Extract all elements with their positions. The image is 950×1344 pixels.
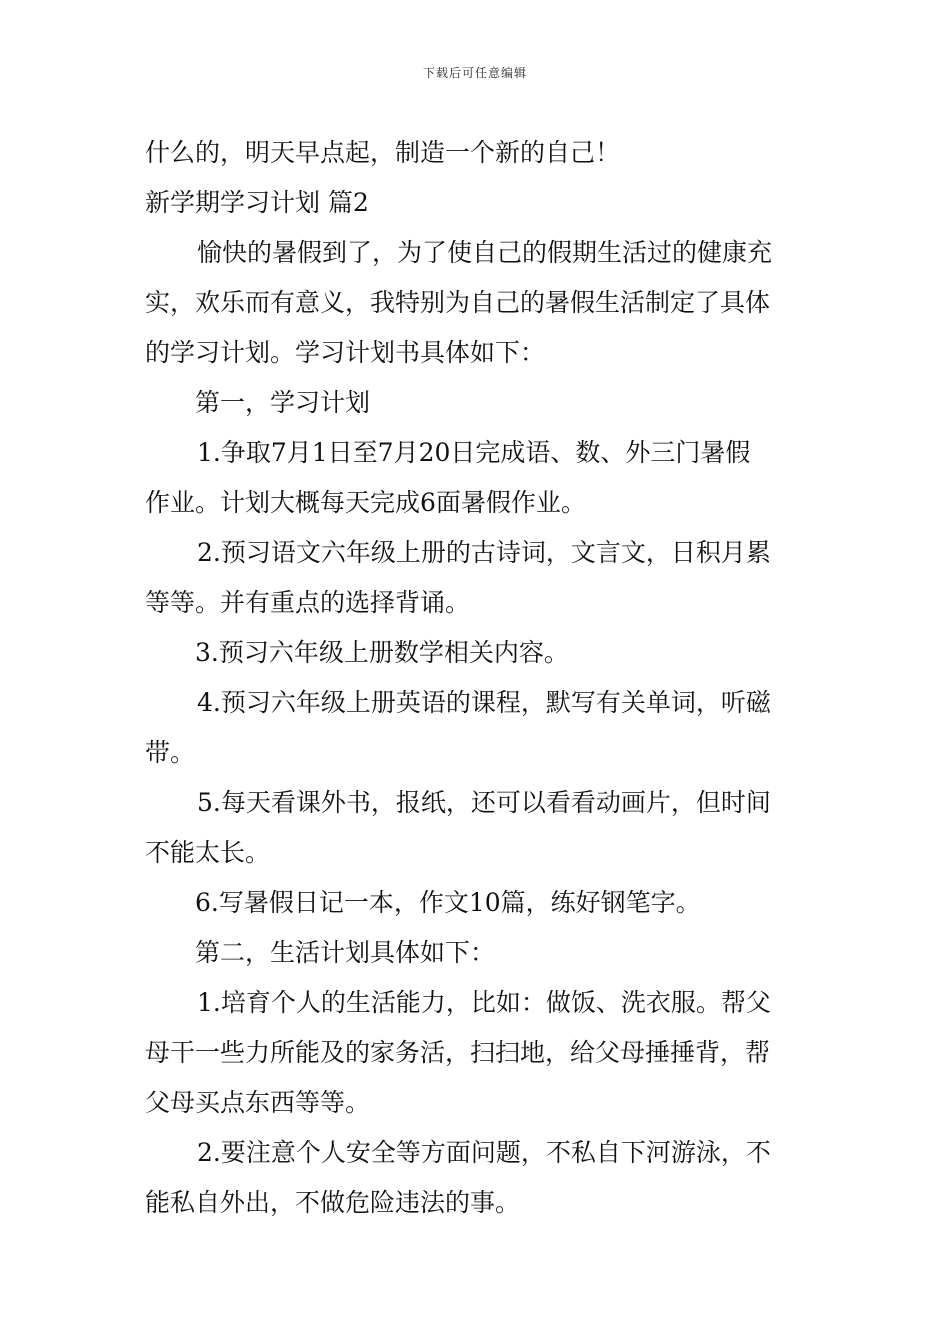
subsection-heading: 第一，学习计划 <box>195 388 371 417</box>
list-item-line: 3.预习六年级上册数学相关内容。 <box>195 638 569 667</box>
list-item-line: 母干一些力所能及的家务活，扫扫地，给父母捶捶背，帮 <box>145 1038 771 1067</box>
list-item-line: 4.预习六年级上册英语的课程，默写有关单词，听磁 <box>197 688 771 717</box>
paragraph-line: 什么的，明天早点起，制造一个新的自己！ <box>145 138 621 167</box>
list-item-line: 作业。计划大概每天完成6面暑假作业。 <box>145 488 586 517</box>
section-title: 新学期学习计划 篇2 <box>145 188 369 217</box>
list-item-line: 2.要注意个人安全等方面问题，不私自下河游泳，不 <box>197 1138 771 1167</box>
subsection-heading: 第二，生活计划具体如下： <box>195 938 496 967</box>
list-item-line: 5.每天看课外书，报纸，还可以看看动画片，但时间 <box>197 788 771 817</box>
list-item-line: 1.培育个人的生活能力，比如：做饭、洗衣服。帮父 <box>197 988 771 1017</box>
paragraph-line: 实，欢乐而有意义，我特别为自己的暑假生活制定了具体 <box>145 288 771 317</box>
list-item-line: 不能太长。 <box>145 838 271 867</box>
document-body <box>145 128 810 1228</box>
page-header-note: 下载后可任意编辑 <box>422 66 527 80</box>
list-item-line: 等等。并有重点的选择背诵。 <box>145 588 471 617</box>
list-item-line: 2.预习语文六年级上册的古诗词，文言文，日积月累 <box>197 538 771 567</box>
list-item-line: 1.争取7月1日至7月20日完成语、数、外三门暑假 <box>197 438 751 467</box>
paragraph-line: 愉快的暑假到了，为了使自己的假期生活过的健康充 <box>197 238 773 267</box>
list-item-line: 能私自外出，不做危险违法的事。 <box>145 1188 521 1217</box>
list-item-line: 带。 <box>145 738 196 767</box>
list-item-line: 6.写暑假日记一本，作文10篇，练好钢笔字。 <box>195 888 701 917</box>
paragraph-line: 的学习计划。学习计划书具体如下： <box>145 338 546 367</box>
list-item-line: 父母买点东西等等。 <box>145 1088 371 1117</box>
